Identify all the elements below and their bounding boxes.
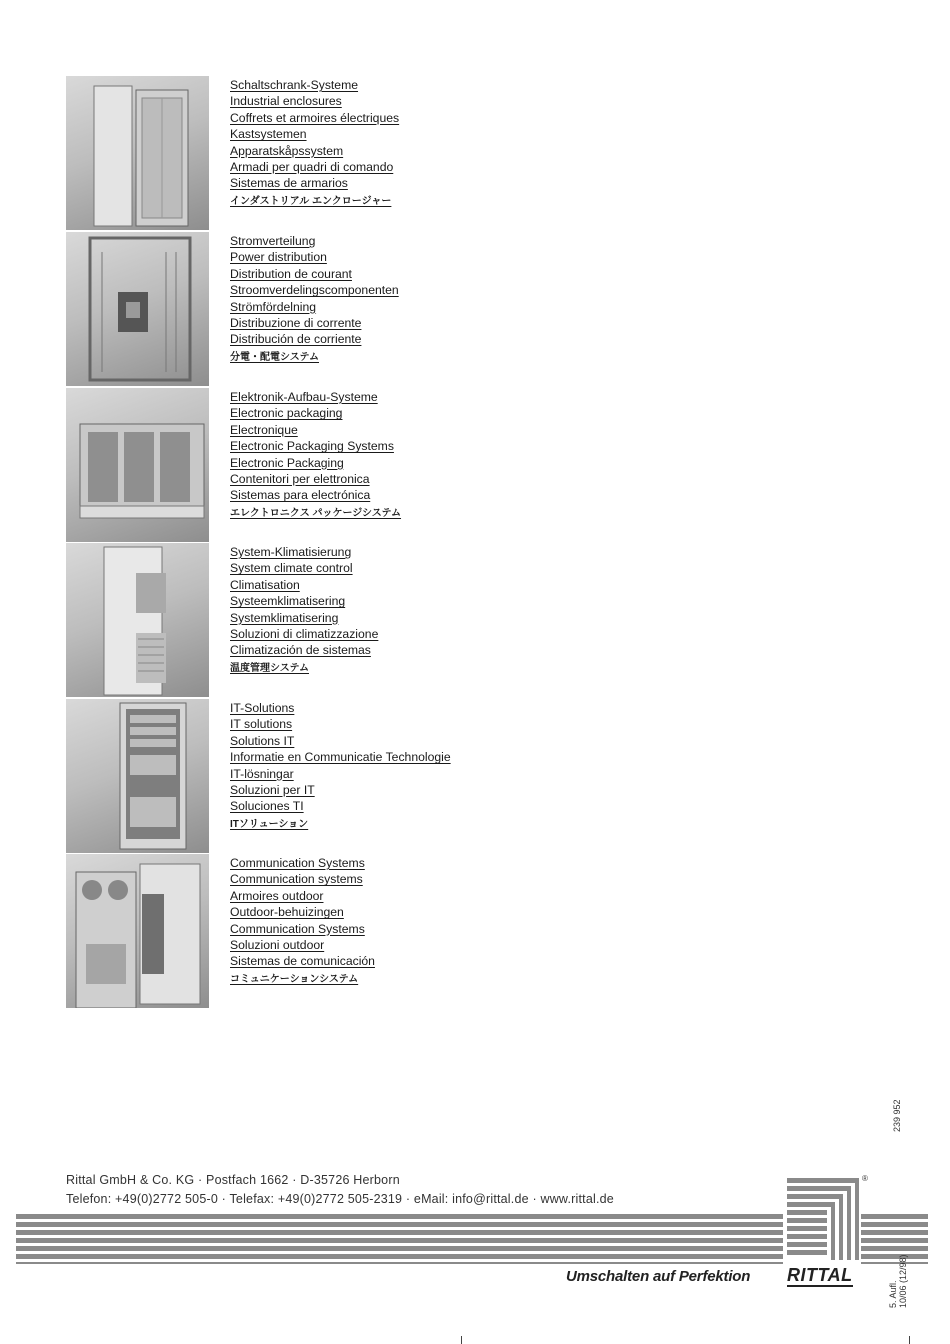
list-item	[230, 266, 399, 282]
list-item	[230, 331, 399, 347]
product-link[interactable]: Electronic Packaging	[230, 455, 344, 470]
product-section	[66, 76, 666, 230]
edition-line-2: 10/06 (12/98)	[898, 1254, 908, 1308]
product-section	[66, 232, 666, 386]
product-link[interactable]: Contenitori per elettronica	[230, 471, 370, 486]
product-link[interactable]: IT solutions	[230, 717, 293, 732]
list-item	[230, 192, 399, 208]
list-item	[230, 389, 401, 405]
list-item	[230, 798, 451, 814]
product-link[interactable]: Kastsystemen	[230, 127, 307, 142]
company-contact: Telefon: +49(0)2772 505-0 · Telefax: +49(0)2772 505-2319 · eMail: info@rittal.de · www.rittal.de	[66, 1192, 614, 1206]
product-link[interactable]: 温度管理システム	[230, 662, 309, 674]
language-link-list	[230, 233, 399, 364]
list-item	[230, 700, 451, 716]
list-item	[230, 233, 399, 249]
product-link[interactable]: Communication systems	[230, 872, 363, 887]
list-item	[230, 733, 451, 749]
product-link[interactable]: Distribution de courant	[230, 266, 352, 281]
list-item	[230, 455, 401, 471]
product-section	[66, 854, 666, 1008]
product-link[interactable]: Strömfördelning	[230, 299, 317, 314]
product-link[interactable]: Apparatskåpssystem	[230, 143, 344, 158]
list-item	[230, 921, 375, 937]
product-link[interactable]: Industrial enclosures	[230, 94, 342, 109]
list-item	[230, 299, 399, 315]
list-item	[230, 815, 451, 831]
list-item	[230, 126, 399, 142]
product-link[interactable]: Stroomverdelingscomponenten	[230, 283, 399, 298]
product-link[interactable]: Soluzioni per IT	[230, 782, 315, 797]
list-item	[230, 315, 399, 331]
product-link[interactable]: Power distribution	[230, 250, 327, 265]
list-item	[230, 504, 401, 520]
product-link[interactable]: Coffrets et armoires électriques	[230, 110, 400, 125]
it-solutions-photo	[66, 699, 209, 853]
product-link[interactable]: Soluzioni outdoor	[230, 937, 325, 952]
power-distribution-photo	[66, 232, 209, 386]
product-link[interactable]: Electronic Packaging Systems	[230, 439, 394, 454]
language-link-list	[230, 389, 401, 520]
list-item	[230, 970, 375, 986]
list-item	[230, 159, 399, 175]
product-link[interactable]: Distribución de corriente	[230, 332, 362, 347]
product-link[interactable]: ITソリューション	[230, 818, 309, 830]
product-section	[66, 543, 666, 697]
product-link[interactable]: IT-lösningar	[230, 766, 294, 781]
product-link[interactable]: Stromverteilung	[230, 234, 316, 248]
list-item	[230, 110, 399, 126]
list-item	[230, 405, 401, 421]
product-link[interactable]: System climate control	[230, 561, 353, 576]
product-section	[66, 388, 666, 542]
product-link[interactable]: Sistemas para electrónica	[230, 488, 371, 503]
rittal-logo-mark	[783, 1174, 861, 1264]
list-item	[230, 348, 399, 364]
language-link-list	[230, 855, 375, 986]
electronic-packaging-photo	[66, 388, 209, 542]
list-item	[230, 143, 399, 159]
product-link[interactable]: Electronique	[230, 422, 298, 437]
product-link[interactable]: Climatisation	[230, 577, 300, 592]
list-item	[230, 560, 378, 576]
product-link[interactable]: Systeemklimatisering	[230, 594, 346, 609]
product-link[interactable]: Communication Systems	[230, 856, 365, 870]
crop-mark	[461, 1336, 462, 1344]
list-item	[230, 888, 375, 904]
product-link[interactable]: Sistemas de armarios	[230, 176, 348, 191]
list-item	[230, 642, 378, 658]
list-item	[230, 904, 375, 920]
edition-line-1: 5. Aufl.	[888, 1280, 898, 1308]
product-link[interactable]: Elektronik-Aufbau-Systeme	[230, 390, 378, 404]
list-item	[230, 953, 375, 969]
list-item	[230, 855, 375, 871]
product-link[interactable]: Outdoor-behuizingen	[230, 905, 344, 920]
product-section	[66, 699, 666, 853]
edition-info	[888, 1254, 908, 1308]
list-item	[230, 782, 451, 798]
crop-mark	[909, 1336, 910, 1344]
list-item	[230, 422, 401, 438]
list-item	[230, 659, 378, 675]
list-item	[230, 438, 401, 454]
product-link[interactable]: Soluzioni di climatizzazione	[230, 626, 379, 641]
company-address: Rittal GmbH & Co. KG · Postfach 1662 · D-35726 Herborn	[66, 1173, 400, 1187]
list-item	[230, 577, 378, 593]
product-link[interactable]: Schaltschrank-Systeme	[230, 78, 359, 92]
list-item	[230, 175, 399, 191]
product-link[interactable]: Sistemas de comunicación	[230, 954, 375, 969]
product-link[interactable]: Distribuzione di corrente	[230, 315, 362, 330]
slogan: Umschalten auf Perfektion	[566, 1268, 751, 1285]
language-link-list	[230, 544, 378, 675]
list-item	[230, 593, 378, 609]
enclosure-cabinet-photo	[66, 76, 209, 230]
product-link[interactable]: インダストリアル エンクロージャー	[230, 195, 392, 207]
product-link[interactable]: Informatie en Communicatie Technologie	[230, 750, 451, 765]
product-link[interactable]: Systemklimatisering	[230, 610, 339, 625]
list-item	[230, 93, 399, 109]
registered-mark: ®	[862, 1174, 868, 1183]
product-link[interactable]: Armadi per quadri di comando	[230, 159, 394, 174]
language-link-list	[230, 77, 399, 208]
product-link[interactable]: Solutions IT	[230, 733, 295, 748]
list-item	[230, 937, 375, 953]
climate-control-photo	[66, 543, 209, 697]
product-link[interactable]: Electronic packaging	[230, 406, 343, 421]
communication-systems-photo	[66, 854, 209, 1008]
list-item	[230, 871, 375, 887]
language-link-list	[230, 700, 451, 831]
product-link[interactable]: System-Klimatisierung	[230, 545, 352, 559]
product-link[interactable]: エレクトロニクス パッケージシステム	[230, 507, 402, 519]
list-item	[230, 471, 401, 487]
product-link[interactable]: IT-Solutions	[230, 701, 295, 715]
product-link[interactable]: Climatización de sistemas	[230, 643, 371, 658]
document-number: 239 952	[892, 1099, 902, 1132]
list-item	[230, 716, 451, 732]
list-item	[230, 544, 378, 560]
list-item	[230, 487, 401, 503]
list-item	[230, 749, 451, 765]
list-item	[230, 282, 399, 298]
product-link[interactable]: コミュニケーションシステム	[230, 973, 359, 985]
brand-name: RITTAL	[787, 1265, 853, 1285]
product-link[interactable]: Soluciones TI	[230, 799, 304, 814]
list-item	[230, 249, 399, 265]
list-item	[230, 77, 399, 93]
product-link[interactable]: 分電・配電システム	[230, 351, 319, 363]
list-item	[230, 766, 451, 782]
list-item	[230, 626, 378, 642]
product-link[interactable]: Communication Systems	[230, 921, 365, 936]
product-link[interactable]: Armoires outdoor	[230, 888, 324, 903]
list-item	[230, 610, 378, 626]
